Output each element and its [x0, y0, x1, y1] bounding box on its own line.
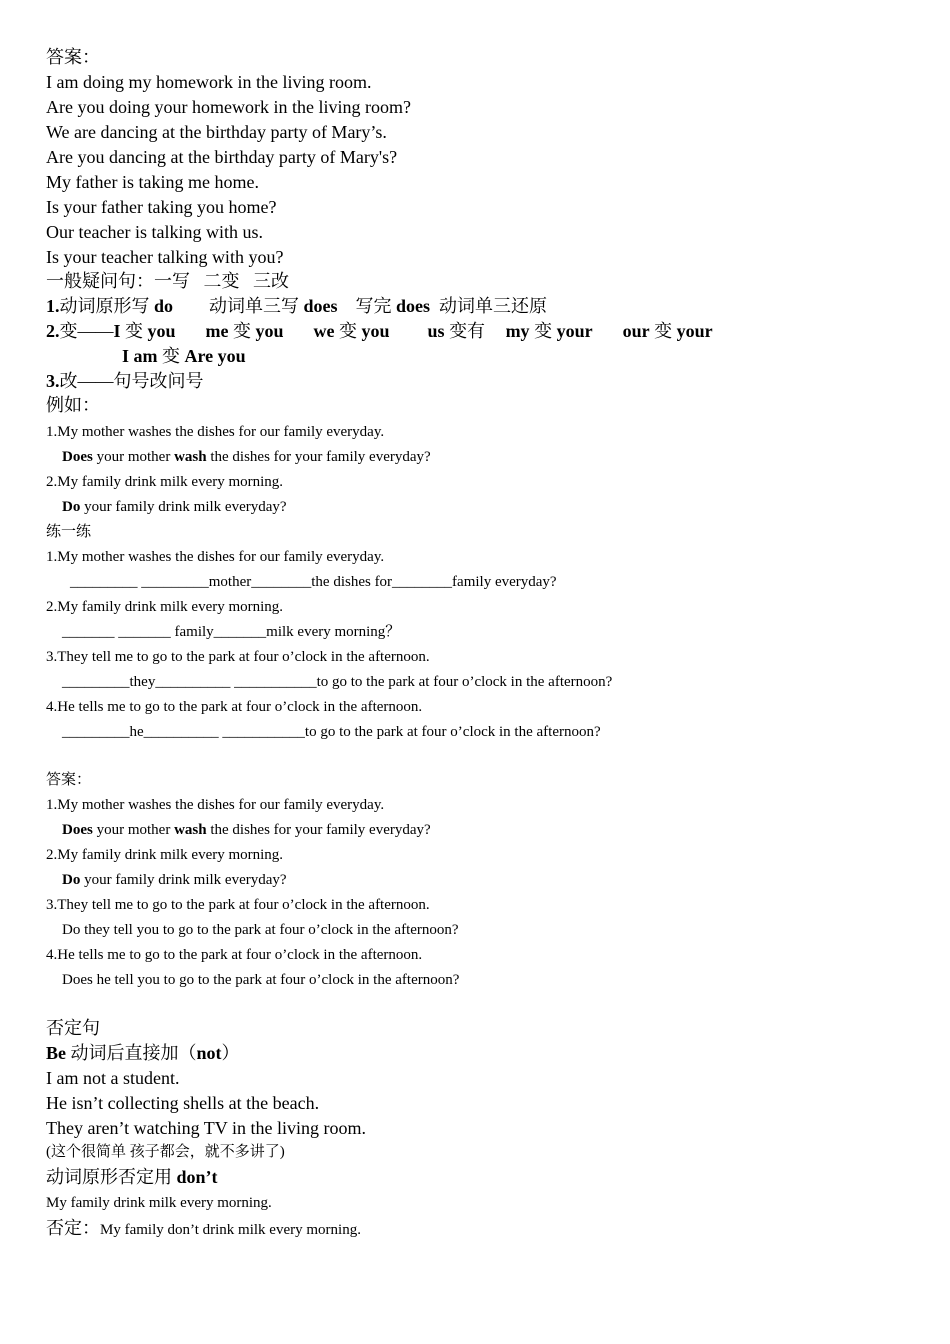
rule-text: 变	[334, 321, 362, 341]
answer-line: Our teacher is talking with us.	[46, 222, 263, 242]
rule-2-line-2	[122, 347, 246, 365]
text: ）	[221, 1043, 240, 1063]
negative-sentence: They aren’t watching TV in the living room.	[46, 1118, 366, 1138]
answer-line: We are dancing at the birthday party of Mary’s.	[46, 122, 387, 142]
negative-sentence: I am not a student.	[46, 1068, 180, 1088]
answer-sentence: 1.My mother washes the dishes for our family everyday.	[46, 797, 385, 813]
rule-text: 变——	[59, 321, 114, 341]
example-sentence: 1.My mother washes the dishes for our family everyday.	[46, 424, 385, 440]
text: the dishes for your family everyday?	[206, 822, 431, 838]
answer-line: Is your father taking you home?	[46, 197, 277, 217]
example-question	[62, 500, 287, 515]
rule-keyword: Are you	[184, 346, 246, 366]
rule-keyword: me	[205, 321, 229, 341]
negative-sentence: He isn’t collecting shells at the beach.	[46, 1093, 320, 1113]
practice-sentence: 1.My mother washes the dishes for our family everyday.	[46, 549, 385, 565]
rule-text: 写完	[337, 296, 397, 316]
text: the dishes for your family everyday?	[206, 449, 431, 465]
rule-keyword: our	[622, 321, 650, 341]
negative-note: (这个很简单 孩子都会，就不多讲了)	[46, 1144, 285, 1160]
keyword: Does	[62, 822, 93, 838]
negative-rule-be	[46, 1044, 240, 1062]
label: 否定：	[46, 1218, 100, 1238]
answer-line: Are you doing your homework in the living room?	[46, 97, 411, 117]
rule-keyword: does	[396, 296, 431, 316]
example-label: 例如：	[46, 395, 100, 415]
text: your mother	[92, 449, 175, 465]
answer-line: Are you dancing at the birthday party of Mary's?	[46, 147, 398, 167]
rule-keyword: my	[505, 321, 530, 341]
answer-sentence: 2.My family drink milk every morning.	[46, 847, 284, 863]
rule-keyword: your	[556, 321, 593, 341]
answer-label: 答案：	[46, 772, 92, 788]
answer-label: 答案：	[46, 47, 100, 67]
keyword: wash	[174, 449, 207, 465]
answer-question: Does he tell you to go to the park at four o’clock in the afternoon?	[62, 972, 460, 988]
rule-keyword: we	[313, 321, 335, 341]
rule-text: 变	[649, 321, 677, 341]
answer-line: Is your teacher talking with you?	[46, 247, 284, 267]
rule-keyword: I am	[122, 346, 158, 366]
text: 动词原形否定用	[46, 1167, 177, 1187]
practice-blank: _______ _______ family_______milk every morning？	[62, 624, 401, 640]
keyword: not	[196, 1043, 222, 1063]
rule-text: 动词单三还原	[430, 296, 548, 316]
practice-sentence: 2.My family drink milk every morning.	[46, 599, 284, 615]
rule-number: 1.	[46, 296, 60, 316]
keyword: wash	[174, 822, 207, 838]
keyword: Do	[62, 499, 81, 515]
keyword: don’t	[176, 1167, 218, 1187]
text: your family drink milk everyday?	[80, 499, 287, 515]
practice-sentence: 4.He tells me to go to the park at four o’clock in the afternoon.	[46, 699, 423, 715]
answer-sentence: 4.He tells me to go to the park at four o’clock in the afternoon.	[46, 947, 423, 963]
rule-3	[46, 372, 204, 390]
negative-heading: 否定句	[46, 1018, 100, 1038]
practice-blank: _________they__________ ___________to go to the park at four o’clock in the afternoon?	[62, 674, 613, 690]
rules-heading: 一般疑问句：一写 二变 三改	[46, 271, 289, 291]
text: 动词后直接加（	[66, 1043, 197, 1063]
answer-line: I am doing my homework in the living room.	[46, 72, 372, 92]
rule-number: 2.	[46, 321, 60, 341]
answer-line: My father is taking me home.	[46, 172, 259, 192]
negative-rule-dont	[46, 1168, 218, 1186]
rule-number: 3.	[46, 371, 60, 391]
practice-blank: _________ _________mother________the dishes for________family everyday?	[70, 574, 557, 590]
practice-label: 练一练	[46, 524, 92, 540]
negative-example: My family drink milk every morning.	[46, 1195, 272, 1211]
rule-text: 变	[228, 321, 256, 341]
rule-text: 动词单三写	[173, 296, 304, 316]
rule-1	[46, 297, 547, 315]
rule-text: 变	[157, 346, 185, 366]
rule-keyword: you	[361, 321, 390, 341]
rule-text: 动词原形写	[59, 296, 154, 316]
text: My family don’t drink milk every morning.	[100, 1222, 361, 1238]
rule-text: 改——句号改问号	[59, 371, 204, 391]
keyword: Does	[62, 449, 93, 465]
rule-text: 变	[120, 321, 148, 341]
rule-text: 变	[529, 321, 557, 341]
rule-keyword: does	[303, 296, 338, 316]
rule-keyword: do	[154, 296, 174, 316]
rule-keyword: your	[676, 321, 713, 341]
practice-blank: _________he__________ ___________to go to the park at four o’clock in the afternoon?	[62, 724, 601, 740]
answer-question	[62, 873, 287, 888]
keyword: Be	[46, 1043, 66, 1063]
rule-text: 变有	[444, 321, 490, 341]
text: your mother	[92, 822, 175, 838]
answer-question: Do they tell you to go to the park at four o’clock in the afternoon?	[62, 922, 459, 938]
text: your family drink milk everyday?	[80, 872, 287, 888]
negative-answer	[46, 1219, 361, 1238]
practice-sentence: 3.They tell me to go to the park at four o’clock in the afternoon.	[46, 649, 430, 665]
answer-question	[62, 823, 431, 838]
example-sentence: 2.My family drink milk every morning.	[46, 474, 284, 490]
rule-keyword: us	[427, 321, 445, 341]
rule-keyword: I	[113, 321, 121, 341]
answer-sentence: 3.They tell me to go to the park at four o’clock in the afternoon.	[46, 897, 430, 913]
keyword: Do	[62, 872, 81, 888]
rule-keyword: you	[147, 321, 176, 341]
rule-2	[46, 322, 713, 340]
rule-keyword: you	[255, 321, 284, 341]
example-question	[62, 450, 431, 465]
